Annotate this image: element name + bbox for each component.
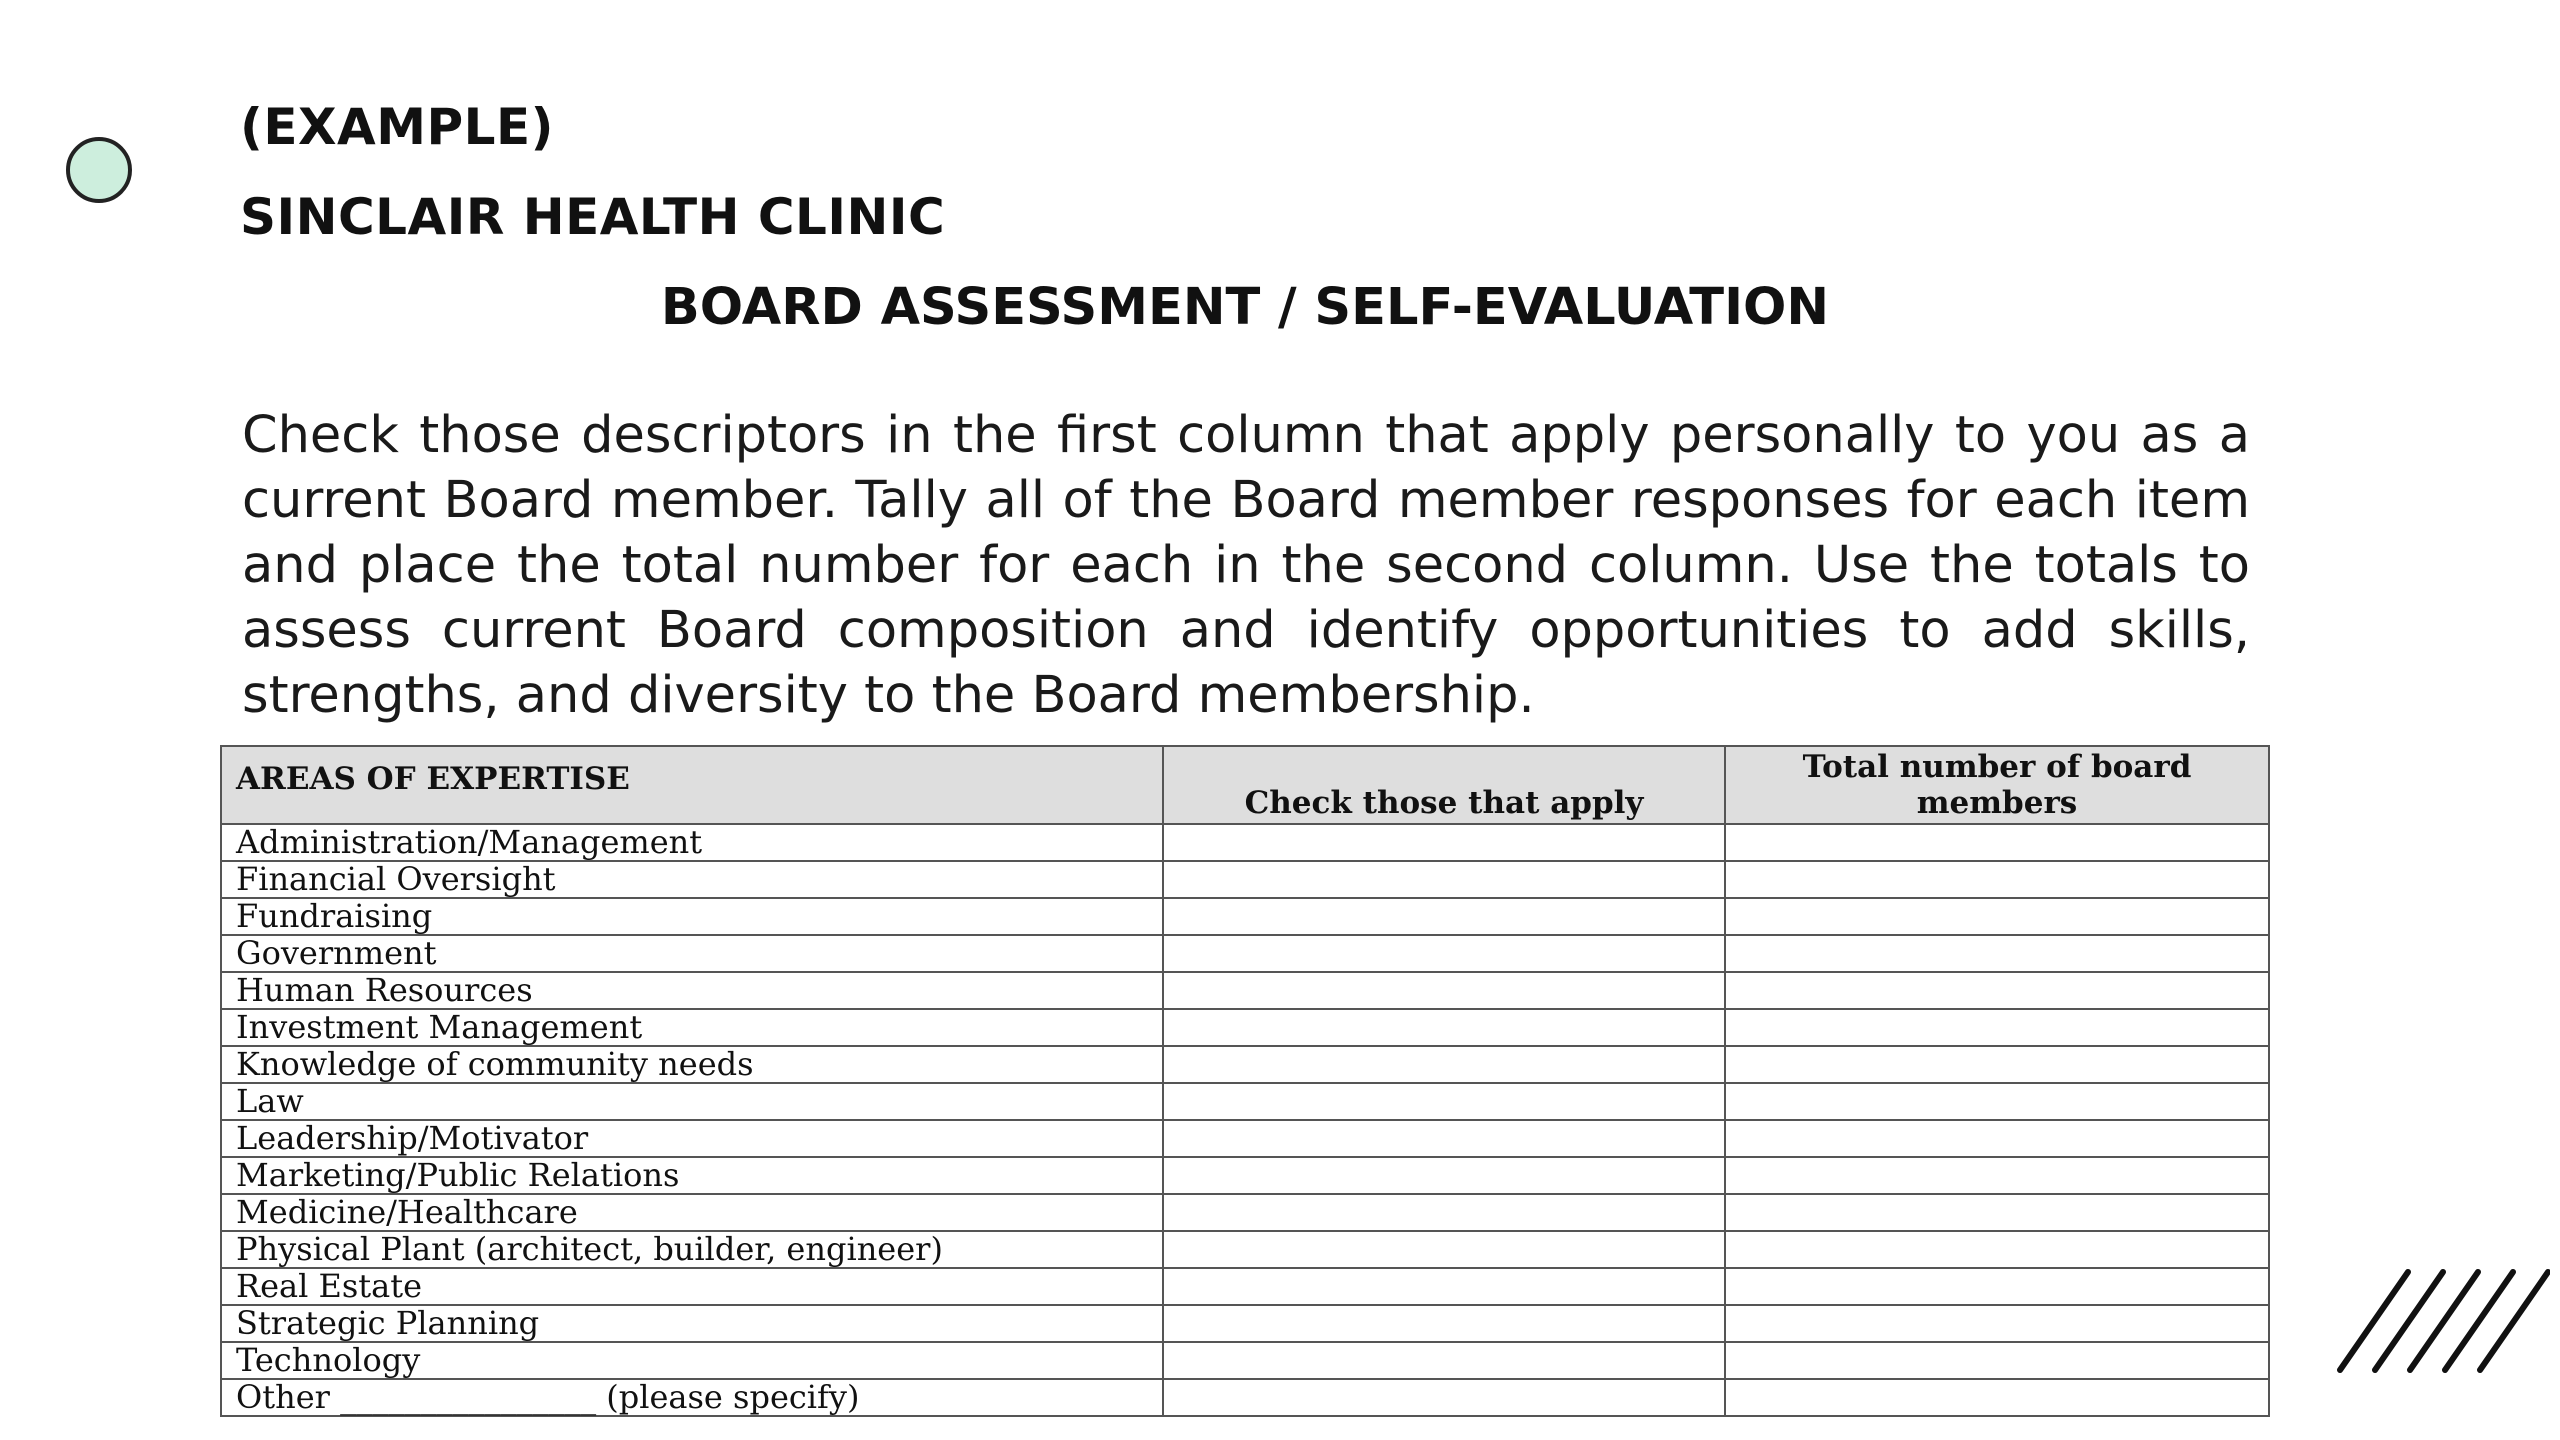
expertise-label: Law: [221, 1083, 1163, 1120]
expertise-label: Strategic Planning: [221, 1305, 1163, 1342]
slash-line: [2480, 1272, 2548, 1370]
table-row: [221, 1268, 2269, 1305]
check-cell[interactable]: [1163, 1009, 1725, 1046]
expertise-label: Financial Oversight: [221, 861, 1163, 898]
check-cell[interactable]: [1163, 898, 1725, 935]
table-row: [221, 1379, 2269, 1416]
check-cell[interactable]: [1163, 861, 1725, 898]
column-header-total: Total number of board members: [1725, 746, 2269, 824]
check-cell[interactable]: [1163, 972, 1725, 1009]
total-cell[interactable]: [1725, 1268, 2269, 1305]
total-cell[interactable]: [1725, 1120, 2269, 1157]
check-cell[interactable]: [1163, 1194, 1725, 1231]
check-cell[interactable]: [1163, 1231, 1725, 1268]
table-row: [221, 898, 2269, 935]
total-cell[interactable]: [1725, 935, 2269, 972]
check-cell[interactable]: [1163, 1268, 1725, 1305]
total-cell[interactable]: [1725, 861, 2269, 898]
table-header-row: [221, 746, 2269, 824]
total-cell[interactable]: [1725, 898, 2269, 935]
expertise-label: Administration/Management: [221, 824, 1163, 861]
total-cell[interactable]: [1725, 1305, 2269, 1342]
check-cell[interactable]: [1163, 935, 1725, 972]
check-cell[interactable]: [1163, 1342, 1725, 1379]
expertise-label: Government: [221, 935, 1163, 972]
total-cell[interactable]: [1725, 972, 2269, 1009]
expertise-label: Leadership/Motivator: [221, 1120, 1163, 1157]
table-row: [221, 1231, 2269, 1268]
expertise-label: Investment Management: [221, 1009, 1163, 1046]
page-title: BOARD ASSESSMENT / SELF-EVALUATION: [660, 278, 1830, 337]
expertise-label: Knowledge of community needs: [221, 1046, 1163, 1083]
table-row: [221, 1157, 2269, 1194]
slash-line: [2445, 1272, 2513, 1370]
check-cell[interactable]: [1163, 1305, 1725, 1342]
organization-name: SINCLAIR HEALTH CLINIC: [240, 188, 946, 246]
total-cell[interactable]: [1725, 1231, 2269, 1268]
expertise-label: Technology: [221, 1342, 1163, 1379]
total-cell[interactable]: [1725, 1379, 2269, 1416]
check-cell[interactable]: [1163, 1379, 1725, 1416]
expertise-label: Marketing/Public Relations: [221, 1157, 1163, 1194]
total-cell[interactable]: [1725, 1194, 2269, 1231]
expertise-label: Fundraising: [221, 898, 1163, 935]
check-cell[interactable]: [1163, 1120, 1725, 1157]
expertise-label: Real Estate: [221, 1268, 1163, 1305]
expertise-table: [220, 745, 2270, 1417]
check-cell[interactable]: [1163, 824, 1725, 861]
table-row: [221, 824, 2269, 861]
circle-icon: [66, 137, 132, 203]
expertise-label: Physical Plant (architect, builder, engineer): [221, 1231, 1163, 1268]
check-cell[interactable]: [1163, 1157, 1725, 1194]
slash-line: [2410, 1272, 2478, 1370]
slashes-icon: [2330, 1268, 2550, 1378]
total-cell[interactable]: [1725, 1157, 2269, 1194]
expertise-label: Human Resources: [221, 972, 1163, 1009]
column-header-areas: AREAS OF EXPERTISE: [221, 746, 1163, 824]
total-cell[interactable]: [1725, 824, 2269, 861]
total-cell[interactable]: [1725, 1009, 2269, 1046]
table-row: [221, 935, 2269, 972]
check-cell[interactable]: [1163, 1083, 1725, 1120]
total-cell[interactable]: [1725, 1083, 2269, 1120]
example-label: (EXAMPLE): [240, 98, 555, 156]
table-row: [221, 1305, 2269, 1342]
column-header-check: Check those that apply: [1163, 746, 1725, 824]
total-cell[interactable]: [1725, 1046, 2269, 1083]
instructions-paragraph: Check those descriptors in the first column that apply personally to you as a current Board member. Tally all of the Board member responses for each item and place the total number for each in the second column. Use the totals to assess current Board composition and identify opportunities to add skills, strengths, and diversity to the Board membership.: [242, 406, 2250, 725]
expertise-label: Medicine/Healthcare: [221, 1194, 1163, 1231]
table-row: [221, 1083, 2269, 1120]
slash-line: [2340, 1272, 2408, 1370]
expertise-label: Other ________________ (please specify): [221, 1379, 1163, 1416]
total-cell[interactable]: [1725, 1342, 2269, 1379]
table-row: [221, 1046, 2269, 1083]
table-row: [221, 1009, 2269, 1046]
table-row: [221, 1120, 2269, 1157]
table-row: [221, 1194, 2269, 1231]
check-cell[interactable]: [1163, 1046, 1725, 1083]
slash-line: [2375, 1272, 2443, 1370]
table-row: [221, 972, 2269, 1009]
table-row: [221, 861, 2269, 898]
table-row: [221, 1342, 2269, 1379]
